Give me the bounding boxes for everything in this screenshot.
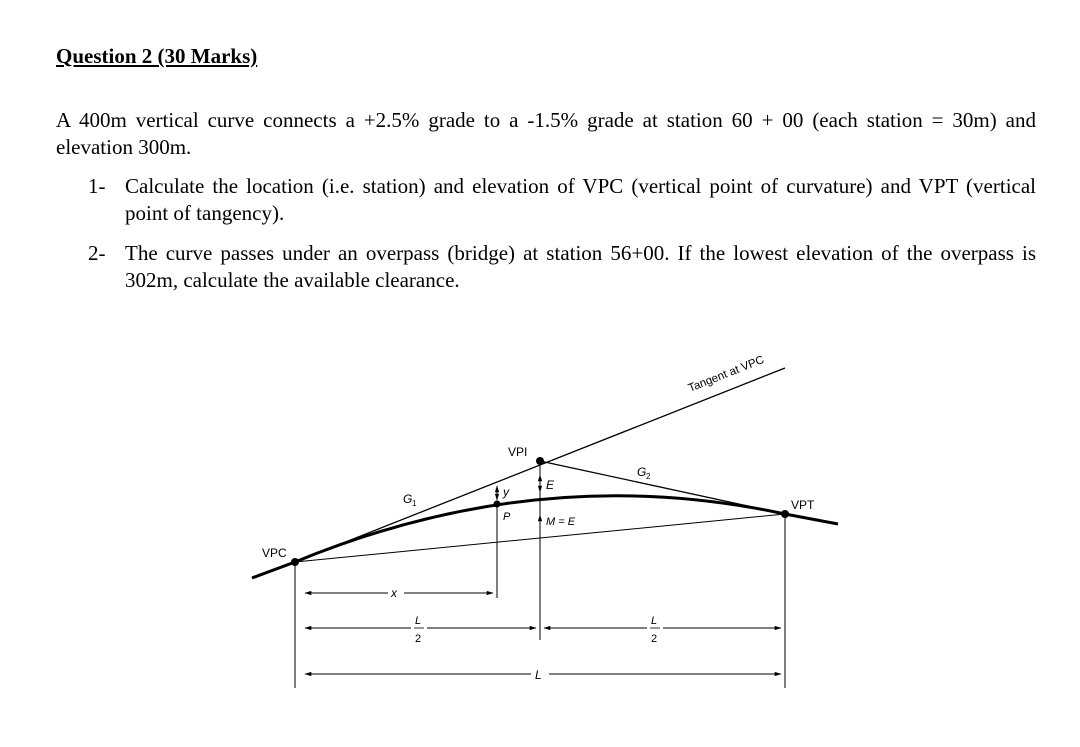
list-item-number: 1- bbox=[88, 174, 106, 198]
fraction-denominator: 2 bbox=[651, 633, 658, 645]
question-heading: Question 2 (30 Marks) bbox=[56, 44, 258, 68]
e-label: E bbox=[546, 478, 555, 492]
y-label: y bbox=[503, 485, 509, 499]
vpt-label: VPT bbox=[791, 498, 815, 512]
x-label: x bbox=[391, 586, 397, 600]
g2-subscript: 2 bbox=[646, 472, 651, 481]
fraction-numerator: L bbox=[415, 615, 422, 627]
g2-label bbox=[637, 465, 651, 481]
fraction-numerator: L bbox=[651, 615, 658, 627]
question-intro: A 400m vertical curve connects a +2.5% grade to a -1.5% grade at station 60 + 00 (each station = 30m) and elevation 300m. bbox=[56, 108, 1036, 159]
vpi-label: VPI bbox=[508, 445, 528, 459]
list-item-text: Calculate the location (i.e. station) and elevation of VPC (vertical point of curvature) and VPT (vertical point of tangency). bbox=[125, 174, 1036, 225]
g1-letter: G bbox=[403, 492, 413, 506]
m-equals-e-label: M = E bbox=[546, 516, 576, 528]
g2-letter: G bbox=[637, 465, 647, 479]
list-item-number: 2- bbox=[88, 241, 106, 265]
l-label: L bbox=[535, 668, 542, 682]
g1-subscript: 1 bbox=[412, 499, 417, 508]
vpc-label: VPC bbox=[262, 546, 287, 560]
g1-label bbox=[403, 492, 417, 508]
fraction-denominator: 2 bbox=[415, 633, 422, 645]
vertical-curve bbox=[295, 496, 838, 562]
approach-tangent bbox=[252, 562, 295, 578]
tangent-label: Tangent at VPC bbox=[686, 353, 767, 395]
p-label: P bbox=[503, 511, 511, 523]
list-item-text: The curve passes under an overpass (bridge) at station 56+00. If the lowest elevation of the overpass is 302m, calculate the available clearance. bbox=[125, 241, 1036, 292]
